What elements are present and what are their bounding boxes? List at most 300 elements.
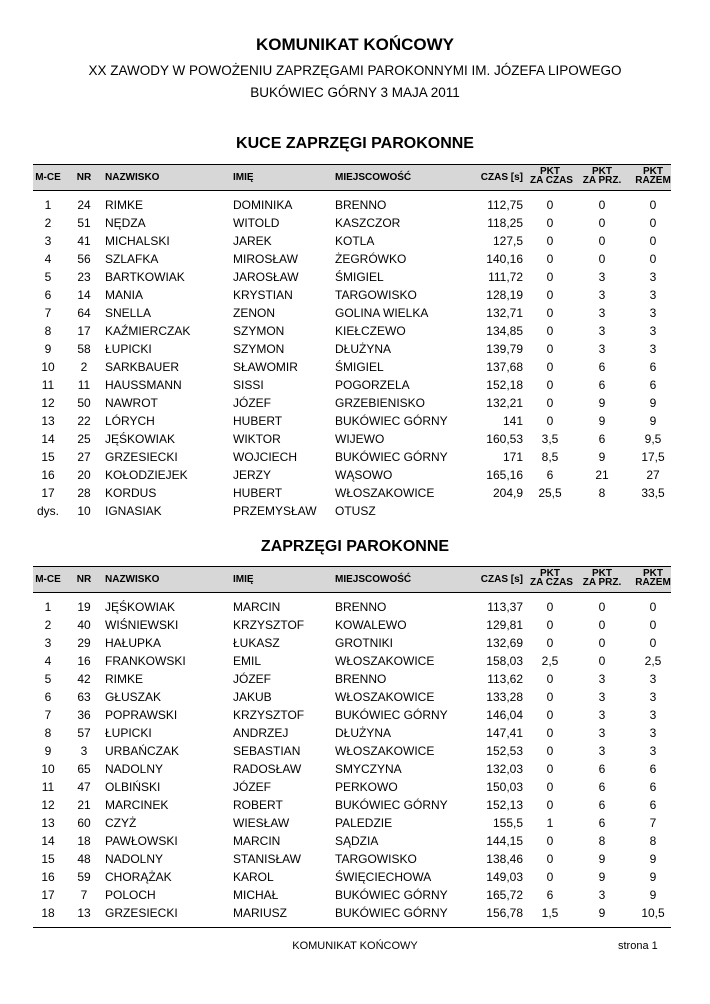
table-row bbox=[33, 652, 671, 670]
surname-cell: MARCINEK bbox=[105, 798, 169, 812]
firstname-cell: STANISŁAW bbox=[233, 852, 302, 866]
pkt-obstacle-cell: 0 bbox=[598, 636, 606, 650]
pkt-obstacle-cell: 8 bbox=[598, 834, 606, 848]
town-cell: WIJEWO bbox=[335, 432, 385, 446]
pkt-time-cell: 0 bbox=[546, 870, 554, 884]
town-cell: ŚMIGIEL bbox=[335, 360, 384, 374]
section-title-kuce: KUCE ZAPRZĘGI PAROKONNE bbox=[236, 135, 474, 152]
pkt-obstacle-cell: 0 bbox=[598, 600, 606, 614]
table-row bbox=[33, 304, 671, 322]
footer-divider bbox=[33, 927, 671, 928]
place-cell: 1 bbox=[44, 600, 52, 614]
firstname-cell: JERZY bbox=[233, 468, 272, 482]
pkt-total-cell: 3 bbox=[649, 306, 657, 320]
number-cell: 60 bbox=[77, 816, 91, 830]
pkt-total-cell: 0 bbox=[649, 600, 657, 614]
table-row bbox=[33, 214, 671, 232]
place-cell: 12 bbox=[41, 798, 55, 812]
town-cell: PERKOWO bbox=[335, 780, 398, 794]
time-cell: 138,46 bbox=[486, 852, 523, 866]
place-cell: 8 bbox=[44, 726, 52, 740]
town-cell: TARGOWISKO bbox=[335, 852, 417, 866]
pkt-time-cell: 2,5 bbox=[541, 654, 559, 668]
pkt-time-cell: 0 bbox=[546, 798, 554, 812]
pkt-obstacle-cell: 9 bbox=[598, 852, 606, 866]
pkt-obstacle-cell: 9 bbox=[598, 870, 606, 884]
table-row bbox=[33, 430, 671, 448]
place-cell: 5 bbox=[44, 672, 52, 686]
table-row bbox=[33, 598, 671, 616]
firstname-cell: EMIL bbox=[233, 654, 262, 668]
pkt-total-cell: 3 bbox=[649, 672, 657, 686]
surname-cell: POPRAWSKI bbox=[105, 708, 178, 722]
table-row bbox=[33, 286, 671, 304]
col-header-pkt-label: PKT bbox=[643, 166, 663, 177]
surname-cell: GRZESIECKI bbox=[105, 906, 178, 920]
number-cell: 28 bbox=[77, 486, 91, 500]
pkt-total-cell: 7 bbox=[649, 816, 657, 830]
pkt-time-cell: 0 bbox=[546, 324, 554, 338]
pkt-obstacle-cell: 6 bbox=[598, 360, 606, 374]
place-cell: 3 bbox=[44, 234, 52, 248]
pkt-time-cell: 0 bbox=[546, 636, 554, 650]
table-row bbox=[33, 268, 671, 286]
pkt-obstacle-cell: 0 bbox=[598, 618, 606, 632]
time-cell: 150,03 bbox=[486, 780, 523, 794]
pkt-total-cell: 8 bbox=[649, 834, 657, 848]
firstname-cell: ANDRZEJ bbox=[233, 726, 289, 740]
pkt-total-cell: 3 bbox=[649, 690, 657, 704]
pkt-obstacle-cell: 6 bbox=[598, 816, 606, 830]
pkt-obstacle-cell: 3 bbox=[598, 708, 606, 722]
pkt-obstacle-cell: 21 bbox=[595, 468, 609, 482]
event-place-date: BUKÓWIEC GÓRNY 3 MAJA 2011 bbox=[250, 85, 460, 100]
surname-cell: CZYŻ bbox=[105, 816, 137, 830]
number-cell: 3 bbox=[80, 744, 88, 758]
surname-cell: OLBIŃSKI bbox=[105, 780, 161, 794]
col-header-pkt-label: PKT bbox=[592, 166, 612, 177]
pkt-total-cell: 3 bbox=[649, 270, 657, 284]
table-row bbox=[33, 358, 671, 376]
table-row bbox=[33, 688, 671, 706]
pkt-obstacle-cell: 3 bbox=[598, 288, 606, 302]
col-header-pkt-za-prz bbox=[582, 167, 622, 185]
surname-cell: JĘŚKOWIAK bbox=[105, 600, 176, 614]
col-header-pkt-sub: ZA CZAS bbox=[530, 577, 573, 588]
pkt-time-cell: 1 bbox=[546, 816, 554, 830]
place-cell: 6 bbox=[44, 690, 52, 704]
pkt-obstacle-cell: 0 bbox=[598, 252, 606, 266]
surname-cell: PAWŁOWSKI bbox=[105, 834, 178, 848]
pkt-total-cell: 9 bbox=[649, 396, 657, 410]
firstname-cell: JÓZEF bbox=[233, 396, 271, 410]
time-cell: 112,75 bbox=[487, 198, 523, 212]
col-header-miejscowosc: MIEJSCOWOŚĆ bbox=[335, 172, 412, 183]
town-cell: KASZCZOR bbox=[335, 216, 401, 230]
pkt-total-cell: 0 bbox=[649, 618, 657, 632]
town-cell: ŚWIĘCIECHOWA bbox=[335, 870, 432, 884]
pkt-obstacle-cell: 3 bbox=[598, 726, 606, 740]
pkt-obstacle-cell: 0 bbox=[598, 234, 606, 248]
town-cell: KOTLA bbox=[335, 234, 375, 248]
number-cell: 10 bbox=[77, 504, 91, 518]
place-cell: 10 bbox=[41, 360, 55, 374]
time-cell: 132,71 bbox=[486, 306, 523, 320]
pkt-obstacle-cell: 6 bbox=[598, 378, 606, 392]
col-header-pkt-za-czas bbox=[530, 568, 573, 588]
table-row bbox=[33, 196, 671, 214]
town-cell: SMYCZYNA bbox=[335, 762, 402, 776]
firstname-cell: HUBERT bbox=[233, 414, 283, 428]
col-header-nazwisko: NAZWISKO bbox=[105, 574, 160, 585]
place-cell: 4 bbox=[44, 252, 52, 266]
firstname-cell: SZYMON bbox=[233, 342, 285, 356]
town-cell: WŁOSZAKOWICE bbox=[335, 654, 435, 668]
place-cell: 9 bbox=[44, 342, 52, 356]
table-row bbox=[33, 904, 671, 922]
time-cell: 165,16 bbox=[486, 468, 523, 482]
pkt-time-cell: 0 bbox=[546, 618, 554, 632]
place-cell: 17 bbox=[41, 888, 55, 902]
table-row bbox=[33, 340, 671, 358]
town-cell: GRZEBIENISKO bbox=[335, 396, 426, 410]
pkt-obstacle-cell: 8 bbox=[598, 486, 606, 500]
number-cell: 22 bbox=[77, 414, 91, 428]
time-cell: 134,85 bbox=[486, 324, 523, 338]
firstname-cell: WOJCIECH bbox=[233, 450, 297, 464]
surname-cell: CHORĄŻAK bbox=[105, 870, 172, 884]
pkt-obstacle-cell: 9 bbox=[598, 906, 606, 920]
surname-cell: JĘŚKOWIAK bbox=[105, 432, 176, 446]
footer-title: KOMUNIKAT KOŃCOWY bbox=[292, 940, 418, 952]
table-row bbox=[33, 706, 671, 724]
time-cell: 129,81 bbox=[486, 618, 523, 632]
time-cell: 152,13 bbox=[486, 798, 523, 812]
time-cell: 152,53 bbox=[486, 744, 523, 758]
table-row bbox=[33, 250, 671, 268]
town-cell: BUKÓWIEC GÓRNY bbox=[335, 450, 448, 464]
number-cell: 2 bbox=[80, 360, 88, 374]
number-cell: 20 bbox=[77, 468, 91, 482]
surname-cell: SZLAFKA bbox=[105, 252, 159, 266]
town-cell: GROTNIKI bbox=[335, 636, 394, 650]
surname-cell: NĘDZA bbox=[105, 216, 146, 230]
number-cell: 56 bbox=[77, 252, 91, 266]
number-cell: 36 bbox=[77, 708, 91, 722]
pkt-time-cell: 0 bbox=[546, 396, 554, 410]
table-row bbox=[33, 322, 671, 340]
pkt-time-cell: 0 bbox=[546, 414, 554, 428]
surname-cell: RIMKE bbox=[105, 672, 144, 686]
number-cell: 63 bbox=[77, 690, 91, 704]
col-header-mce: M-CE bbox=[35, 574, 61, 585]
surname-cell: BARTKOWIAK bbox=[105, 270, 185, 284]
time-cell: 156,78 bbox=[486, 906, 523, 920]
table-row bbox=[33, 502, 671, 520]
pkt-obstacle-cell: 9 bbox=[598, 450, 606, 464]
place-cell: 16 bbox=[41, 468, 55, 482]
pkt-time-cell: 0 bbox=[546, 360, 554, 374]
town-cell: ŻEGRÓWKO bbox=[335, 252, 407, 266]
surname-cell: ŁUPICKI bbox=[105, 342, 152, 356]
table-body bbox=[33, 598, 671, 922]
pkt-time-cell: 0 bbox=[546, 690, 554, 704]
number-cell: 21 bbox=[77, 798, 91, 812]
col-header-pkt-za-czas bbox=[530, 166, 573, 186]
pkt-time-cell: 0 bbox=[546, 234, 554, 248]
pkt-time-cell: 0 bbox=[546, 288, 554, 302]
pkt-obstacle-cell: 0 bbox=[598, 654, 606, 668]
firstname-cell: MICHAŁ bbox=[233, 888, 279, 902]
col-header-pkt-za-prz bbox=[582, 569, 622, 587]
pkt-time-cell: 6 bbox=[546, 468, 554, 482]
pkt-total-cell: 3 bbox=[649, 342, 657, 356]
number-cell: 47 bbox=[77, 780, 91, 794]
town-cell: ŚMIGIEL bbox=[335, 270, 384, 284]
table-row bbox=[33, 232, 671, 250]
surname-cell: ŁUPICKI bbox=[105, 726, 152, 740]
col-header-nazwisko: NAZWISKO bbox=[105, 172, 160, 183]
surname-cell: NAWROT bbox=[105, 396, 158, 410]
town-cell: BUKÓWIEC GÓRNY bbox=[335, 906, 448, 920]
pkt-total-cell: 0 bbox=[649, 216, 657, 230]
firstname-cell: PRZEMYSŁAW bbox=[233, 504, 317, 518]
number-cell: 18 bbox=[77, 834, 91, 848]
number-cell: 11 bbox=[77, 378, 91, 392]
pkt-obstacle-cell: 3 bbox=[598, 306, 606, 320]
time-cell: 160,53 bbox=[486, 432, 523, 446]
place-cell: 14 bbox=[41, 432, 55, 446]
number-cell: 40 bbox=[77, 618, 91, 632]
table-row bbox=[33, 832, 671, 850]
table-row bbox=[33, 466, 671, 484]
firstname-cell: MIROSŁAW bbox=[233, 252, 298, 266]
col-header-pkt-sub: ZA PRZ. bbox=[582, 577, 622, 588]
number-cell: 59 bbox=[77, 870, 91, 884]
place-cell: 9 bbox=[44, 744, 52, 758]
pkt-time-cell: 0 bbox=[546, 708, 554, 722]
time-cell: 132,21 bbox=[486, 396, 523, 410]
pkt-total-cell: 9 bbox=[649, 414, 657, 428]
pkt-total-cell: 0 bbox=[649, 198, 657, 212]
pkt-total-cell: 3 bbox=[649, 708, 657, 722]
place-cell: 11 bbox=[41, 378, 55, 392]
town-cell: TARGOWISKO bbox=[335, 288, 417, 302]
number-cell: 51 bbox=[77, 216, 91, 230]
pkt-obstacle-cell: 3 bbox=[598, 744, 606, 758]
col-header-pkt-sub: RAZEM bbox=[635, 175, 671, 186]
firstname-cell: JÓZEF bbox=[233, 672, 271, 686]
pkt-obstacle-cell: 6 bbox=[598, 432, 606, 446]
surname-cell: MANIA bbox=[105, 288, 144, 302]
time-cell: 144,15 bbox=[486, 834, 523, 848]
number-cell: 58 bbox=[77, 342, 91, 356]
pkt-time-cell: 6 bbox=[546, 888, 554, 902]
surname-cell: NADOLNY bbox=[105, 762, 164, 776]
document-title: KOMUNIKAT KOŃCOWY bbox=[256, 35, 454, 54]
town-cell: OTUSZ bbox=[335, 504, 376, 518]
pkt-obstacle-cell: 3 bbox=[598, 342, 606, 356]
page-number: strona 1 bbox=[618, 940, 658, 952]
number-cell: 13 bbox=[77, 906, 91, 920]
pkt-total-cell: 6 bbox=[649, 780, 657, 794]
firstname-cell: SŁAWOMIR bbox=[233, 360, 298, 374]
results-table-kuce bbox=[33, 164, 671, 520]
time-cell: 146,04 bbox=[486, 708, 523, 722]
table-row bbox=[33, 814, 671, 832]
col-header-pkt-razem bbox=[633, 569, 673, 587]
number-cell: 25 bbox=[77, 432, 91, 446]
place-cell: 15 bbox=[41, 852, 55, 866]
town-cell: SĄDZIA bbox=[335, 834, 379, 848]
firstname-cell: KRYSTIAN bbox=[233, 288, 293, 302]
place-cell: 6 bbox=[44, 288, 52, 302]
pkt-time-cell: 0 bbox=[546, 342, 554, 356]
firstname-cell: MARCIN bbox=[233, 600, 281, 614]
pkt-total-cell: 0 bbox=[649, 636, 657, 650]
col-header-pkt-sub: ZA PRZ. bbox=[582, 175, 622, 186]
table-header bbox=[33, 566, 671, 593]
pkt-time-cell: 0 bbox=[546, 672, 554, 686]
town-cell: BUKÓWIEC GÓRNY bbox=[335, 708, 448, 722]
place-cell: 1 bbox=[44, 198, 52, 212]
number-cell: 42 bbox=[77, 672, 91, 686]
col-header-czas: CZAS [s] bbox=[480, 172, 523, 183]
table-row bbox=[33, 448, 671, 466]
pkt-total-cell: 6 bbox=[649, 378, 657, 392]
town-cell: BUKÓWIEC GÓRNY bbox=[335, 798, 448, 812]
time-cell: 149,03 bbox=[486, 870, 523, 884]
place-cell: 17 bbox=[41, 486, 55, 500]
pkt-total-cell: 0 bbox=[649, 234, 657, 248]
pkt-total-cell: 6 bbox=[649, 798, 657, 812]
pkt-time-cell: 1,5 bbox=[541, 906, 559, 920]
pkt-obstacle-cell: 3 bbox=[598, 270, 606, 284]
table-header bbox=[33, 164, 671, 191]
col-header-imie: IMIĘ bbox=[233, 172, 254, 183]
surname-cell: SNELLA bbox=[105, 306, 152, 320]
pkt-obstacle-cell: 0 bbox=[598, 216, 606, 230]
place-cell: 8 bbox=[44, 324, 52, 338]
pkt-time-cell: 8,5 bbox=[541, 450, 559, 464]
place-cell: 7 bbox=[44, 306, 52, 320]
table-row bbox=[33, 670, 671, 688]
pkt-obstacle-cell: 6 bbox=[598, 762, 606, 776]
time-cell: 113,37 bbox=[487, 600, 523, 614]
place-cell: 2 bbox=[44, 618, 52, 632]
table-row bbox=[33, 886, 671, 904]
table-row bbox=[33, 850, 671, 868]
surname-cell: KOŁODZIEJEK bbox=[105, 468, 188, 482]
firstname-cell: JÓZEF bbox=[233, 780, 271, 794]
table-body bbox=[33, 196, 671, 520]
number-cell: 29 bbox=[77, 636, 91, 650]
pkt-obstacle-cell: 3 bbox=[598, 888, 606, 902]
firstname-cell: RADOSŁAW bbox=[233, 762, 302, 776]
town-cell: KIEŁCZEWO bbox=[335, 324, 406, 338]
pkt-total-cell: 3 bbox=[649, 744, 657, 758]
time-cell: 165,72 bbox=[486, 888, 523, 902]
table-row bbox=[33, 484, 671, 502]
time-cell: 204,9 bbox=[492, 486, 523, 500]
time-cell: 158,03 bbox=[486, 654, 523, 668]
time-cell: 128,19 bbox=[486, 288, 523, 302]
pkt-obstacle-cell: 3 bbox=[598, 324, 606, 338]
pkt-time-cell: 0 bbox=[546, 270, 554, 284]
pkt-obstacle-cell: 9 bbox=[598, 414, 606, 428]
pkt-time-cell: 0 bbox=[546, 252, 554, 266]
col-header-pkt-sub: ZA CZAS bbox=[530, 175, 573, 186]
pkt-time-cell: 0 bbox=[546, 378, 554, 392]
table-row bbox=[33, 796, 671, 814]
pkt-time-cell: 0 bbox=[546, 726, 554, 740]
town-cell: BRENNO bbox=[335, 600, 387, 614]
town-cell: BRENNO bbox=[335, 198, 387, 212]
firstname-cell: HUBERT bbox=[233, 486, 283, 500]
time-cell: 147,41 bbox=[486, 726, 523, 740]
firstname-cell: WIKTOR bbox=[233, 432, 281, 446]
number-cell: 24 bbox=[77, 198, 91, 212]
col-header-nr: NR bbox=[76, 574, 92, 585]
firstname-cell: ROBERT bbox=[233, 798, 283, 812]
pkt-obstacle-cell: 6 bbox=[598, 780, 606, 794]
event-subtitle: XX ZAWODY W POWOŻENIU ZAPRZĘGAMI PAROKONNYMI IM. JÓZEFA LIPOWEGO bbox=[88, 63, 622, 78]
col-header-pkt-label: PKT bbox=[592, 568, 612, 579]
surname-cell: SARKBAUER bbox=[105, 360, 180, 374]
time-cell: 139,79 bbox=[486, 342, 523, 356]
number-cell: 16 bbox=[77, 654, 91, 668]
number-cell: 41 bbox=[77, 234, 91, 248]
pkt-time-cell: 0 bbox=[546, 216, 554, 230]
pkt-obstacle-cell: 0 bbox=[598, 198, 606, 212]
firstname-cell: ZENON bbox=[233, 306, 275, 320]
place-cell: 13 bbox=[41, 414, 55, 428]
col-header-miejscowosc: MIEJSCOWOŚĆ bbox=[335, 574, 412, 585]
pkt-total-cell: 3 bbox=[649, 288, 657, 302]
town-cell: GOLINA WIELKA bbox=[335, 306, 429, 320]
col-header-pkt-label: PKT bbox=[540, 568, 560, 579]
pkt-total-cell: 9 bbox=[649, 870, 657, 884]
number-cell: 17 bbox=[77, 324, 91, 338]
firstname-cell: SEBASTIAN bbox=[233, 744, 301, 758]
table-row bbox=[33, 724, 671, 742]
table-row bbox=[33, 868, 671, 886]
pkt-obstacle-cell: 3 bbox=[598, 672, 606, 686]
pkt-total-cell: 0 bbox=[649, 252, 657, 266]
number-cell: 50 bbox=[77, 396, 91, 410]
pkt-total-cell: 6 bbox=[649, 762, 657, 776]
pkt-time-cell: 3,5 bbox=[541, 432, 559, 446]
firstname-cell: MARCIN bbox=[233, 834, 281, 848]
pkt-total-cell: 33,5 bbox=[641, 486, 665, 500]
town-cell: WĄSOWO bbox=[335, 468, 393, 482]
results-table-zaprzegi bbox=[33, 566, 671, 922]
place-cell: 10 bbox=[41, 762, 55, 776]
number-cell: 23 bbox=[77, 270, 91, 284]
place-cell: 3 bbox=[44, 636, 52, 650]
town-cell: BUKÓWIEC GÓRNY bbox=[335, 414, 448, 428]
table-row bbox=[33, 376, 671, 394]
place-cell: 7 bbox=[44, 708, 52, 722]
town-cell: BUKÓWIEC GÓRNY bbox=[335, 888, 448, 902]
surname-cell: NADOLNY bbox=[105, 852, 164, 866]
town-cell: WŁOSZAKOWICE bbox=[335, 690, 435, 704]
table-row bbox=[33, 634, 671, 652]
number-cell: 57 bbox=[77, 726, 91, 740]
firstname-cell: JAROSŁAW bbox=[233, 270, 299, 284]
surname-cell: KORDUS bbox=[105, 486, 157, 500]
surname-cell: MICHALSKI bbox=[105, 234, 170, 248]
